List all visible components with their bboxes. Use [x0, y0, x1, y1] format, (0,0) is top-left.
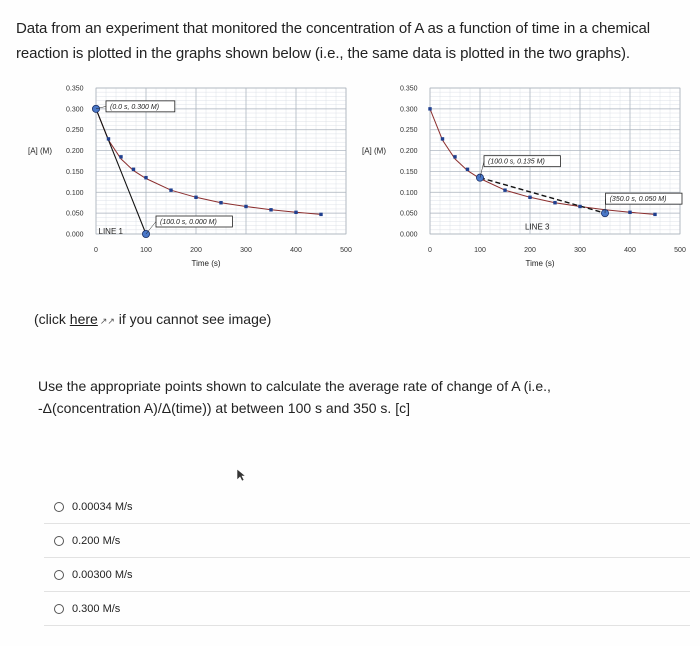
y-tick-label: 0.150: [400, 168, 418, 176]
intro-line-2: reaction is plotted in the graphs shown below (i.e., the same data is plotted in the two graphs).: [16, 45, 630, 62]
x-tick-label: 400: [624, 247, 636, 254]
link-prefix: (click: [34, 311, 70, 327]
x-tick-label: 400: [290, 247, 302, 254]
callout-label: (0.0 s, 0.300 M): [110, 103, 160, 111]
answer-option[interactable]: [40, 592, 690, 626]
question-line-1: Use the appropriate points shown to calculate the average rate of change of A (i.e.,: [38, 378, 551, 394]
data-point: [244, 205, 247, 208]
y-tick-label: 0.350: [400, 85, 418, 93]
y-tick-label: 0.100: [400, 189, 418, 197]
data-point: [441, 137, 444, 140]
data-point: [653, 213, 656, 216]
y-tick-label: 0.200: [400, 148, 418, 156]
data-point: [453, 155, 456, 158]
answer-option[interactable]: [40, 490, 690, 524]
answer-option[interactable]: [40, 558, 690, 592]
data-point: [528, 196, 531, 199]
chart-left: [0, 76, 350, 276]
data-point: [269, 208, 272, 211]
x-tick-label: 200: [524, 247, 536, 254]
y-tick-label: 0.150: [66, 168, 84, 176]
mouse-cursor-icon: [236, 468, 246, 482]
x-tick-label: 300: [240, 247, 252, 254]
x-tick-label: 100: [140, 247, 152, 254]
x-axis-title: Time (s): [525, 259, 555, 268]
x-tick-label: 200: [190, 247, 202, 254]
line-label: LINE 3: [525, 222, 550, 232]
data-point: [219, 201, 222, 204]
callout-label: (100.0 s, 0.135 M): [488, 158, 545, 166]
x-tick-label: 0: [94, 247, 98, 254]
data-point: [319, 213, 322, 216]
y-tick-label: 0.000: [400, 231, 418, 239]
external-link-icon: ↗↗: [99, 316, 115, 326]
x-tick-label: 100: [474, 247, 486, 254]
charts-area: [0, 76, 700, 276]
x-axis-title: Time (s): [191, 259, 221, 268]
radio-button[interactable]: [54, 536, 64, 546]
y-tick-label: 0.200: [66, 148, 84, 156]
image-fallback-line: [34, 311, 271, 327]
callout-label: (350.0 s, 0.050 M): [609, 196, 667, 204]
y-axis-title: [A] (M): [362, 146, 386, 156]
data-point: [466, 168, 469, 171]
y-tick-label: 0.300: [400, 106, 418, 114]
data-point: [294, 211, 297, 214]
radio-button[interactable]: [54, 502, 64, 512]
answer-option-label: 0.300 M/s: [72, 603, 121, 615]
x-tick-label: 500: [340, 247, 352, 254]
data-point: [119, 155, 122, 158]
y-tick-label: 0.050: [66, 210, 84, 218]
data-point: [169, 189, 172, 192]
radio-button[interactable]: [54, 604, 64, 614]
chart-right: [350, 76, 700, 276]
data-point: [107, 137, 110, 140]
click-here-link[interactable]: here: [69, 311, 98, 327]
y-tick-label: 0.100: [66, 189, 84, 197]
data-point: [428, 107, 431, 110]
y-tick-label: 0.000: [66, 231, 84, 239]
data-point: [553, 201, 556, 204]
x-tick-label: 500: [674, 247, 686, 254]
radio-button[interactable]: [54, 570, 64, 580]
data-point: [628, 211, 631, 214]
y-axis-title: [A] (M): [28, 146, 52, 156]
x-tick-label: 300: [574, 247, 586, 254]
data-point: [132, 168, 135, 171]
question-line-2: -Δ(concentration A)/Δ(time)) at between 100 s and 350 s. [c]: [38, 400, 410, 416]
x-tick-label: 0: [428, 247, 432, 254]
data-point: [578, 205, 581, 208]
data-point: [194, 196, 197, 199]
y-tick-label: 0.050: [400, 210, 418, 218]
callout-label: (100.0 s, 0.000 M): [160, 219, 217, 226]
y-tick-label: 0.250: [400, 127, 418, 135]
data-point: [503, 189, 506, 192]
answer-option[interactable]: [40, 524, 690, 558]
data-point: [144, 176, 147, 179]
link-suffix: if you cannot see image): [114, 311, 272, 327]
y-tick-label: 0.350: [66, 85, 84, 93]
intro-line-1: Data from an experiment that monitored the concentration of A as a function of time in a chemical: [16, 20, 650, 37]
question-text: [38, 375, 658, 419]
answer-options: [40, 490, 690, 626]
line-label: LINE 1: [98, 226, 123, 236]
answer-option-label: 0.200 M/s: [72, 535, 121, 547]
y-tick-label: 0.300: [66, 106, 84, 114]
answer-option-label: 0.00300 M/s: [72, 569, 133, 581]
intro-text: [16, 16, 696, 66]
y-tick-label: 0.250: [66, 127, 84, 135]
answer-option-label: 0.00034 M/s: [72, 501, 133, 513]
